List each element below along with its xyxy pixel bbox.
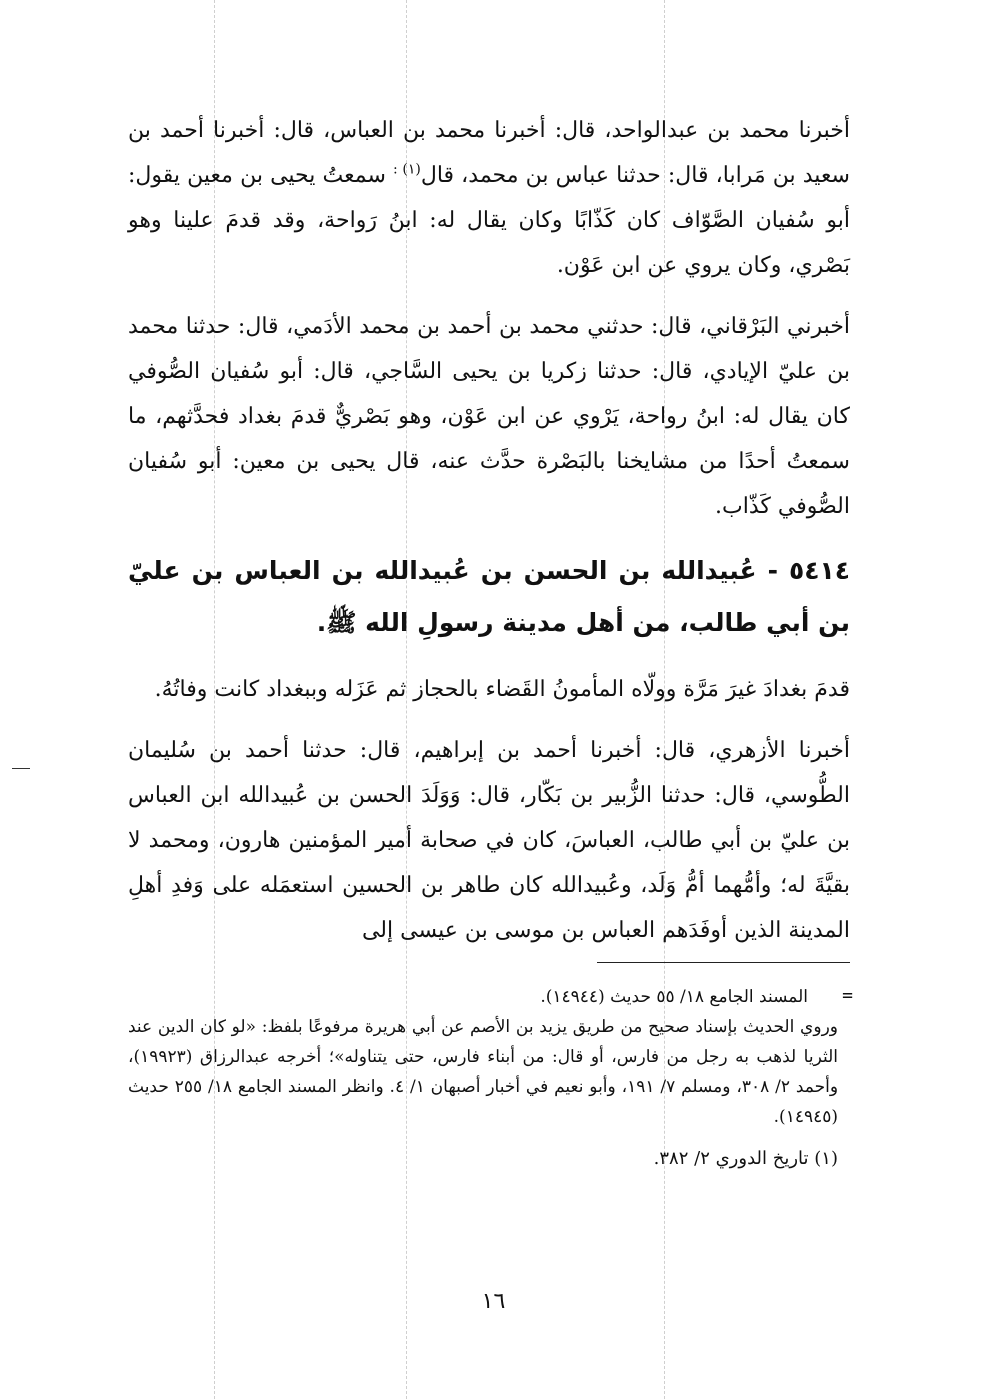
footnote-ref: (١) : xyxy=(393,161,421,178)
page-number: ١٦ xyxy=(481,1289,506,1314)
paragraph-bio: قدمَ بغدادَ غيرَ مَرَّة وولّاه المأمونُ القَضاء بالحجاز ثم عَزَله وببغداد كانت وفاتُهُ. xyxy=(154,677,850,702)
footnotes-area xyxy=(128,982,838,1174)
footnote-separator xyxy=(597,962,850,963)
entry-heading: ٥٤١٤ - عُبيدالله بن الحسن بن عُبيدالله بن العباس بن عليّ بن أبي طالب، من أهل مدينة رسولِ الله ﷺ. xyxy=(128,556,850,637)
continuation-mark: = xyxy=(842,985,853,1006)
note-line: المسند الجامع ١٨/ ٥٥ حديث (١٤٩٤٤). xyxy=(540,987,808,1007)
paragraph-isnad-2: أخبرني البَرْقاني، قال: حدثني محمد بن أحمد بن محمد الأدَمي، قال: حدثنا محمد بن عليّ الإيادي، قال: حدثنا زكريا بن يحيى السَّاجي، قال: أبو سُفيان الصُّوفي كان يقال له: ابنُ رواحة، يَرْوي عن ابن عَوْن، وهو بَصْريٌّ قدمَ بغداد فحدَّثهم، ما سمعتُ أحدًا من مشايخنا بالبَصْرة حدَّث عنه، قال يحيى بن معين: أبو سُفيان الصُّوفي كَذّاب. xyxy=(128,314,850,519)
scan-edge-mark xyxy=(12,768,30,769)
note-line: وروي الحديث بإسناد صحيح من طريق يزيد بن الأصم عن أبي هريرة مرفوعًا بلفظ: «لو كان الدين عند الثريا لذهب به رجل من فارس، أو قال: من أبناء فارس، حتى يتناوله»؛ أخرجه عبدالرزاق (١٩٩٢٣)، وأحمد ٢/ ٣٠٨، ومسلم ٧/ ١٩١، وأبو نعيم في أخبار أصبهان ١/ ٤. وانظر المسند الجامع ١٨/ ٢٥٥ حديث (١٤٩٤٥). xyxy=(128,1017,839,1127)
main-text xyxy=(128,108,850,969)
footnote-1: (١) تاريخ الدوري ٢/ ٣٨٢. xyxy=(653,1148,838,1169)
paragraph-isnad-1: أخبرنا محمد بن عبدالواحد، قال: أخبرنا محمد بن العباس، قال: أخبرنا أحمد بن سعيد بن مَرابا، قال: حدثنا عباس بن محمد، قال$^{(١) :}$ سمعتُ يحيى بن معين يقول: أبو سُفيان الصَّوّاف كان كَذّابًا وكان يقال له: ابنُ رَواحة، وقد قدمَ علينا وهو بَصْري، وكان يروي عن ابن عَوْن. xyxy=(128,118,850,278)
paragraph-isnad-3: أخبرنا الأزهري، قال: أخبرنا أحمد بن إبراهيم، قال: حدثنا أحمد بن سُليمان الطُّوسي، قال: حدثنا الزُّبير بن بَكّار، قال: وَوَلَدَ الحسن بن عُبيدالله ابن العباس بن عليّ بن أبي طالب، العباسَ، كان في صحابة أمير المؤمنين هارون، ومحمد لا بقيَّةَ له؛ وأمُّهما أمُّ وَلَد، وعُبيدالله كان طاهر بن الحسين استعمَله على وَفدِ أهلِ المدينة الذين أوفَدَهم العباس بن موسى بن عيسى إلى xyxy=(128,738,850,943)
